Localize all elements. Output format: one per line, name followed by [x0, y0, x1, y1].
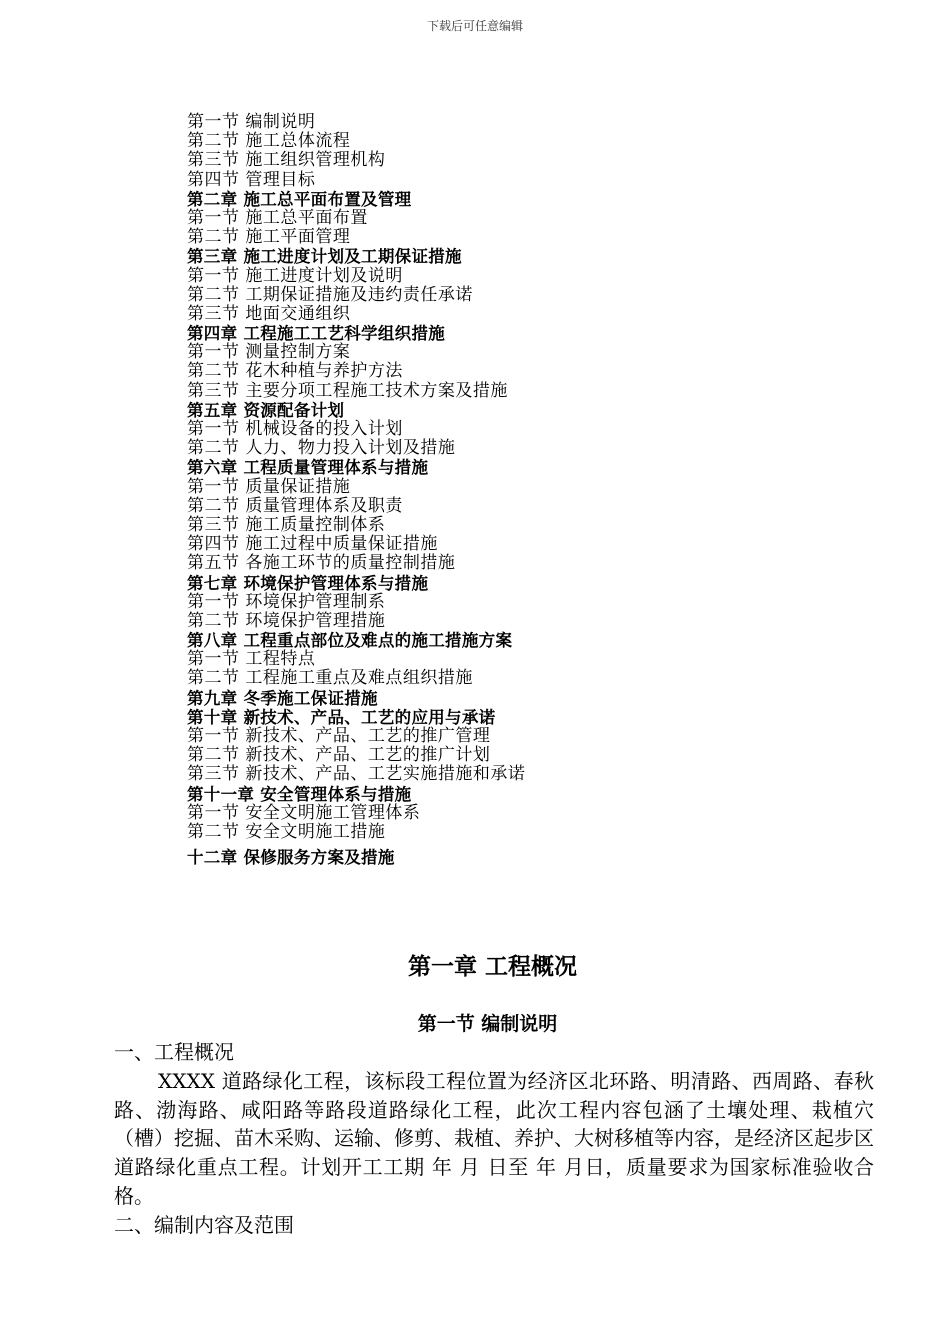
page-header: 下载后可任意编辑 [426, 19, 523, 33]
toc-chapter-item: 第九章 冬季施工保证措施 [187, 688, 378, 708]
toc-section-item: 第二节 工期保证措施及违约责任承诺 [187, 284, 473, 305]
toc-chapter-item: 第八章 工程重点部位及难点的施工措施方案 [187, 631, 513, 651]
toc-section-item: 第二节 人力、物力投入计划及措施 [187, 438, 456, 459]
toc-section-item: 第三节 施工组织管理机构 [187, 150, 386, 171]
toc-section-item: 第一节 新技术、产品、工艺的推广管理 [187, 726, 491, 746]
toc-section-item: 第一节 质量保证措施 [187, 476, 351, 497]
toc-chapter-item: 十二章 保修服务方案及措施 [187, 848, 395, 868]
toc-section-item: 第二节 质量管理体系及职责 [187, 495, 403, 516]
toc-section-item: 第四节 管理目标 [187, 169, 316, 190]
section-title: 第一节 编制说明 [417, 1013, 558, 1035]
para-location: 经济区北环路、明清路、西周路、春秋路、渤海路、咸阳路等路段 [114, 1068, 874, 1122]
toc-chapter-item: 第四章 工程施工工艺科学组织措施 [187, 324, 446, 344]
toc-chapter-item: 第十章 新技术、产品、工艺的应用与承诺 [187, 707, 496, 727]
toc-section-item: 第一节 机械设备的投入计划 [187, 419, 403, 439]
toc-chapter-item: 第三章 施工进度计划及工期保证措施 [187, 247, 462, 267]
toc-section-item: 第一节 安全文明施工管理体系 [187, 802, 421, 823]
toc-section-item: 第四节 施工过程中质量保证措施 [187, 534, 438, 555]
toc-section-item: 第一节 施工进度计划及说明 [187, 265, 403, 286]
toc-section-item: 第一节 环境保护管理制系 [187, 591, 386, 612]
toc-chapter-item: 第十一章 安全管理体系与措施 [187, 784, 412, 804]
toc-section-item: 第三节 新技术、产品、工艺实施措施和承诺 [187, 764, 526, 785]
toc-chapter-item: 第五章 资源配备计划 [187, 400, 345, 420]
toc-section-item: 第五节 各施工环节的质量控制措施 [187, 553, 456, 574]
overview-paragraph [114, 1067, 874, 1211]
toc-section-item: 第一节 施工总平面布置 [187, 207, 368, 228]
body-text [114, 1038, 874, 1240]
para-part2: 道路绿化工程，此次工程内容包涵了土壤处理、栽植穴（槽）挖掘、苗木采购、运输、修剪、栽植、养护、大树移植等内容，是经济区起步区道路绿化重点工程。计划开工工期 年 月 日至 年 月日，质量要求为国家标准验收合格。 [114, 1097, 875, 1208]
toc-section-item: 第三节 施工质量控制体系 [187, 514, 386, 535]
toc-chapter-item: 第七章 环境保护管理体系与措施 [187, 573, 429, 593]
toc-section-item: 第一节 编制说明 [187, 112, 316, 132]
heading-scope: 二、编制内容及范围 [114, 1212, 294, 1237]
toc-chapter-item: 第二章 施工总平面布置及管理 [187, 189, 412, 209]
chapter-title: 第一章 工程概况 [407, 954, 577, 980]
toc-section-item: 第二节 施工总体流程 [187, 131, 351, 152]
toc-section-item: 第三节 地面交通组织 [187, 303, 351, 324]
toc-section-item: 第二节 花木种植与养护方法 [187, 361, 403, 382]
toc-section-item: 第一节 工程特点 [187, 649, 316, 670]
toc-chapter-item: 第六章 工程质量管理体系与措施 [187, 458, 429, 478]
toc-section-item: 第二节 环境保护管理措施 [187, 610, 386, 631]
toc-section-item: 第二节 安全文明施工措施 [187, 821, 386, 842]
toc-section-item: 第三节 主要分项工程施工技术方案及措施 [187, 380, 508, 401]
table-of-contents [187, 113, 525, 867]
para-part1: XXXX 道路绿化工程，该标段工程位置为 [158, 1068, 528, 1093]
heading-overview: 一、工程概况 [114, 1040, 234, 1064]
toc-section-item: 第二节 新技术、产品、工艺的推广计划 [187, 745, 491, 766]
toc-section-item: 第二节 施工平面管理 [187, 227, 351, 248]
toc-section-item: 第二节 工程施工重点及难点组织措施 [187, 668, 473, 689]
toc-section-item: 第一节 测量控制方案 [187, 342, 351, 363]
